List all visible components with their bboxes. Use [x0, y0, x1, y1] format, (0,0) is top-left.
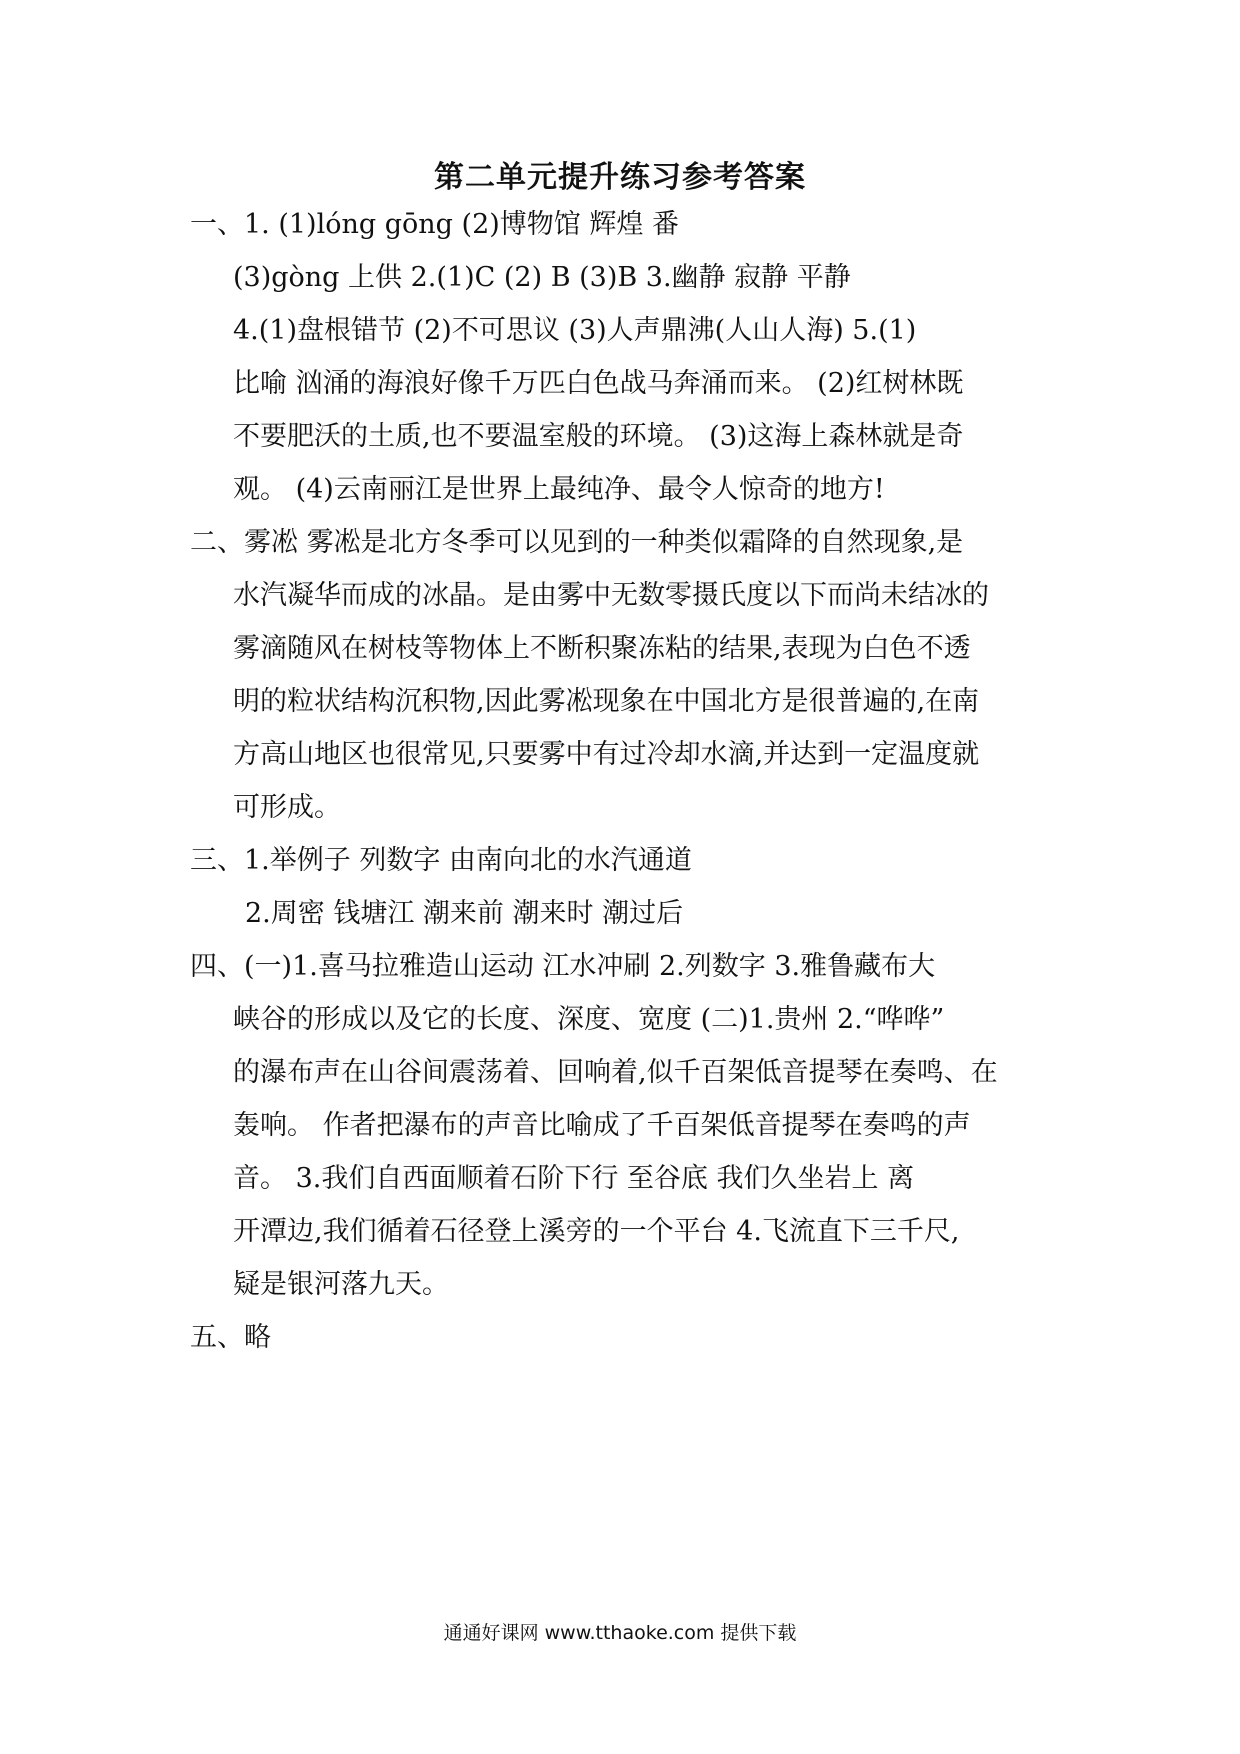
answer-line-2-6: 可形成。 [233, 792, 341, 823]
footer-source-text: 通通好课网 www.tthaoke.com 提供下载 [443, 1622, 797, 1644]
answer-line-4-5: 音。 3.我们自西面顺着石阶下行 至谷底 我们久坐岩上 离 [233, 1163, 915, 1194]
answer-line-1-2: (3)gòng 上供 2.(1)C (2) B (3)B 3.幽静 寂静 平静 [233, 262, 851, 293]
answer-line-5-1: 五、略 [190, 1322, 271, 1353]
answer-line-4-2: 峡谷的形成以及它的长度、深度、宽度 (二)1.贵州 2.“哗哗” [233, 1004, 945, 1035]
answer-line-1-6: 观。 (4)云南丽江是世界上最纯净、最令人惊奇的地方! [233, 474, 885, 505]
answer-line-1-5: 不要肥沃的土质,也不要温室般的环境。 (3)这海上森林就是奇 [233, 421, 964, 452]
answer-line-3-2: 2.周密 钱塘江 潮来前 潮来时 潮过后 [245, 898, 684, 929]
answer-line-3-1: 三、1.举例子 列数字 由南向北的水汽通道 [190, 845, 692, 876]
answer-line-1-1: 一、1. (1)lóng gōng (2)博物馆 辉煌 番 [190, 209, 679, 240]
answer-line-2-2: 水汽凝华而成的冰晶。是由雾中无数零摄氏度以下而尚未结冰的 [233, 580, 989, 611]
answer-line-2-5: 方高山地区也很常见,只要雾中有过冷却水滴,并达到一定温度就 [233, 739, 980, 770]
page-title: 第二单元提升练习参考答案 [434, 160, 806, 195]
answer-line-4-7: 疑是银河落九天。 [233, 1269, 449, 1300]
answer-line-1-3: 4.(1)盘根错节 (2)不可思议 (3)人声鼎沸(人山人海) 5.(1) [233, 315, 917, 346]
answer-line-4-3: 的瀑布声在山谷间震荡着、回响着,似千百架低音提琴在奏鸣、在 [233, 1057, 998, 1088]
answer-line-4-4: 轰响。 作者把瀑布的声音比喻成了千百架低音提琴在奏鸣的声 [233, 1110, 971, 1141]
answer-line-2-3: 雾滴随风在树枝等物体上不断积聚冻粘的结果,表现为白色不透 [233, 633, 971, 664]
answer-line-1-4: 比喻 汹涌的海浪好像千万匹白色战马奔涌而来。 (2)红树林既 [233, 368, 964, 399]
answer-line-4-6: 开潭边,我们循着石径登上溪旁的一个平台 4.飞流直下三千尺, [233, 1216, 960, 1247]
answer-line-2-4: 明的粒状结构沉积物,因此雾凇现象在中国北方是很普遍的,在南 [233, 686, 980, 717]
answer-line-4-1: 四、(一)1.喜马拉雅造山运动 江水冲刷 2.列数字 3.雅鲁藏布大 [190, 951, 936, 982]
answer-line-2-1: 二、雾凇 雾凇是北方冬季可以见到的一种类似霜降的自然现象,是 [190, 527, 964, 558]
